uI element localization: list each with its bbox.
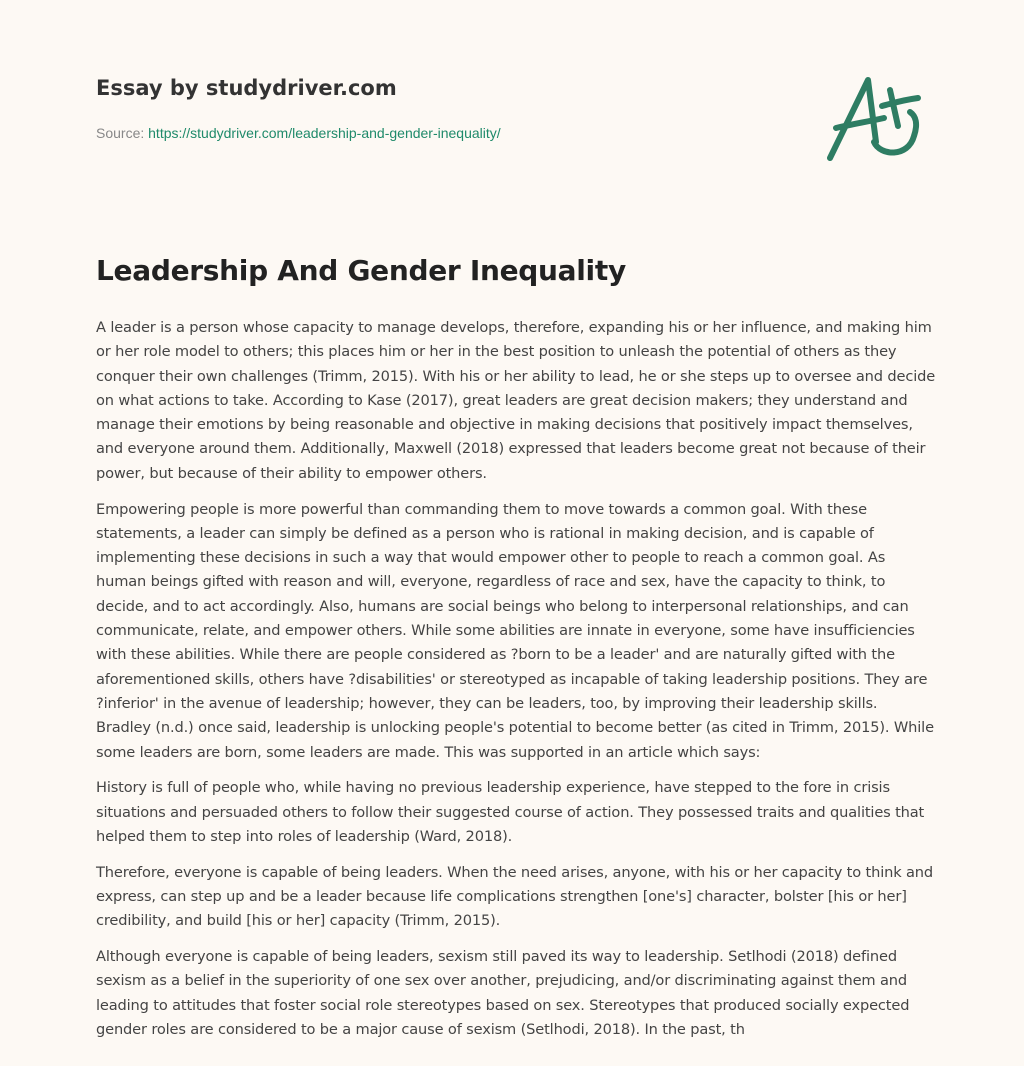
a-plus-logo-icon (818, 66, 938, 176)
essay-title: Leadership And Gender Inequality (96, 254, 626, 287)
source-label: Source: (96, 125, 145, 141)
essay-paragraph: Empowering people is more powerful than commanding them to move towards a common goal. With these statements, a leader can simply be defined as a person who is rational in making decision, and is capable of implementing these decisions in such a way that would empower other to people to reach a common goal. As human beings gifted with reason and will, everyone, regardless of race and sex, have the capacity to think, to decide, and to act accordingly. Also, humans are social beings who belong to interpersonal relationships, and can communicate, relate, and empower others. While some abilities are innate in everyone, some have insufficiencies with these abilities. While there are people considered as ?born to be a leader' and are naturally gifted with the aforementioned skills, others have ?disabilities' or stereotyped as incapable of taking leadership positions. They are ?inferior' in the avenue of leadership; however, they can be leaders, too, by improving their leadership skills. Bradley (n.d.) once said, leadership is unlocking people's potential to become better (as cited in Trimm, 2015). While some leaders are born, some leaders are made. This was supported in an article which says: (96, 500, 934, 761)
site-title: Essay by studydriver.com (96, 76, 397, 100)
essay-paragraph: History is full of people who, while having no previous leadership experience, have stepped to the fore in crisis situations and persuaded others to follow their suggested course of action. They possessed traits and qualities that helped them to step into roles of leadership (Ward, 2018). (96, 779, 925, 845)
essay-paragraph: Although everyone is capable of being leaders, sexism still paved its way to leadership. Setlhodi (2018) defined sexism as a belief in the superiority of one sex over another, prejudicing, and/or discriminating against them and leading to attitudes that foster social role stereotypes based on sex. Stereotypes that produced socially expected gender roles are considered to be a major cause of sexism (Setlhodi, 2018). In the past, th (96, 948, 910, 1039)
source-line (96, 125, 501, 141)
essay-body (96, 316, 936, 1054)
essay-paragraph: A leader is a person whose capacity to manage develops, therefore, expanding his or her influence, and making him or her role model to others; this places him or her in the best position to unleash the potential of others as they conquer their own challenges (Trimm, 2015). With his or her ability to lead, he or she steps up to oversee and decide on what actions to take. According to Kase (2017), great leaders are great decision makers; they understand and manage their emotions by being reasonable and objective in making decisions that positively impact themselves, and everyone around them. Additionally, Maxwell (2018) expressed that leaders become great not because of their power, but because of their ability to empower others. (96, 319, 936, 482)
source-link[interactable]: https://studydriver.com/leadership-and-gender-inequality/ (148, 125, 501, 141)
essay-paragraph: Therefore, everyone is capable of being leaders. When the need arises, anyone, with his or her capacity to think and express, can step up and be a leader because life complications strengthen [one's] character, bolster [his or her] credibility, and build [his or her] capacity (Trimm, 2015). (96, 863, 933, 930)
